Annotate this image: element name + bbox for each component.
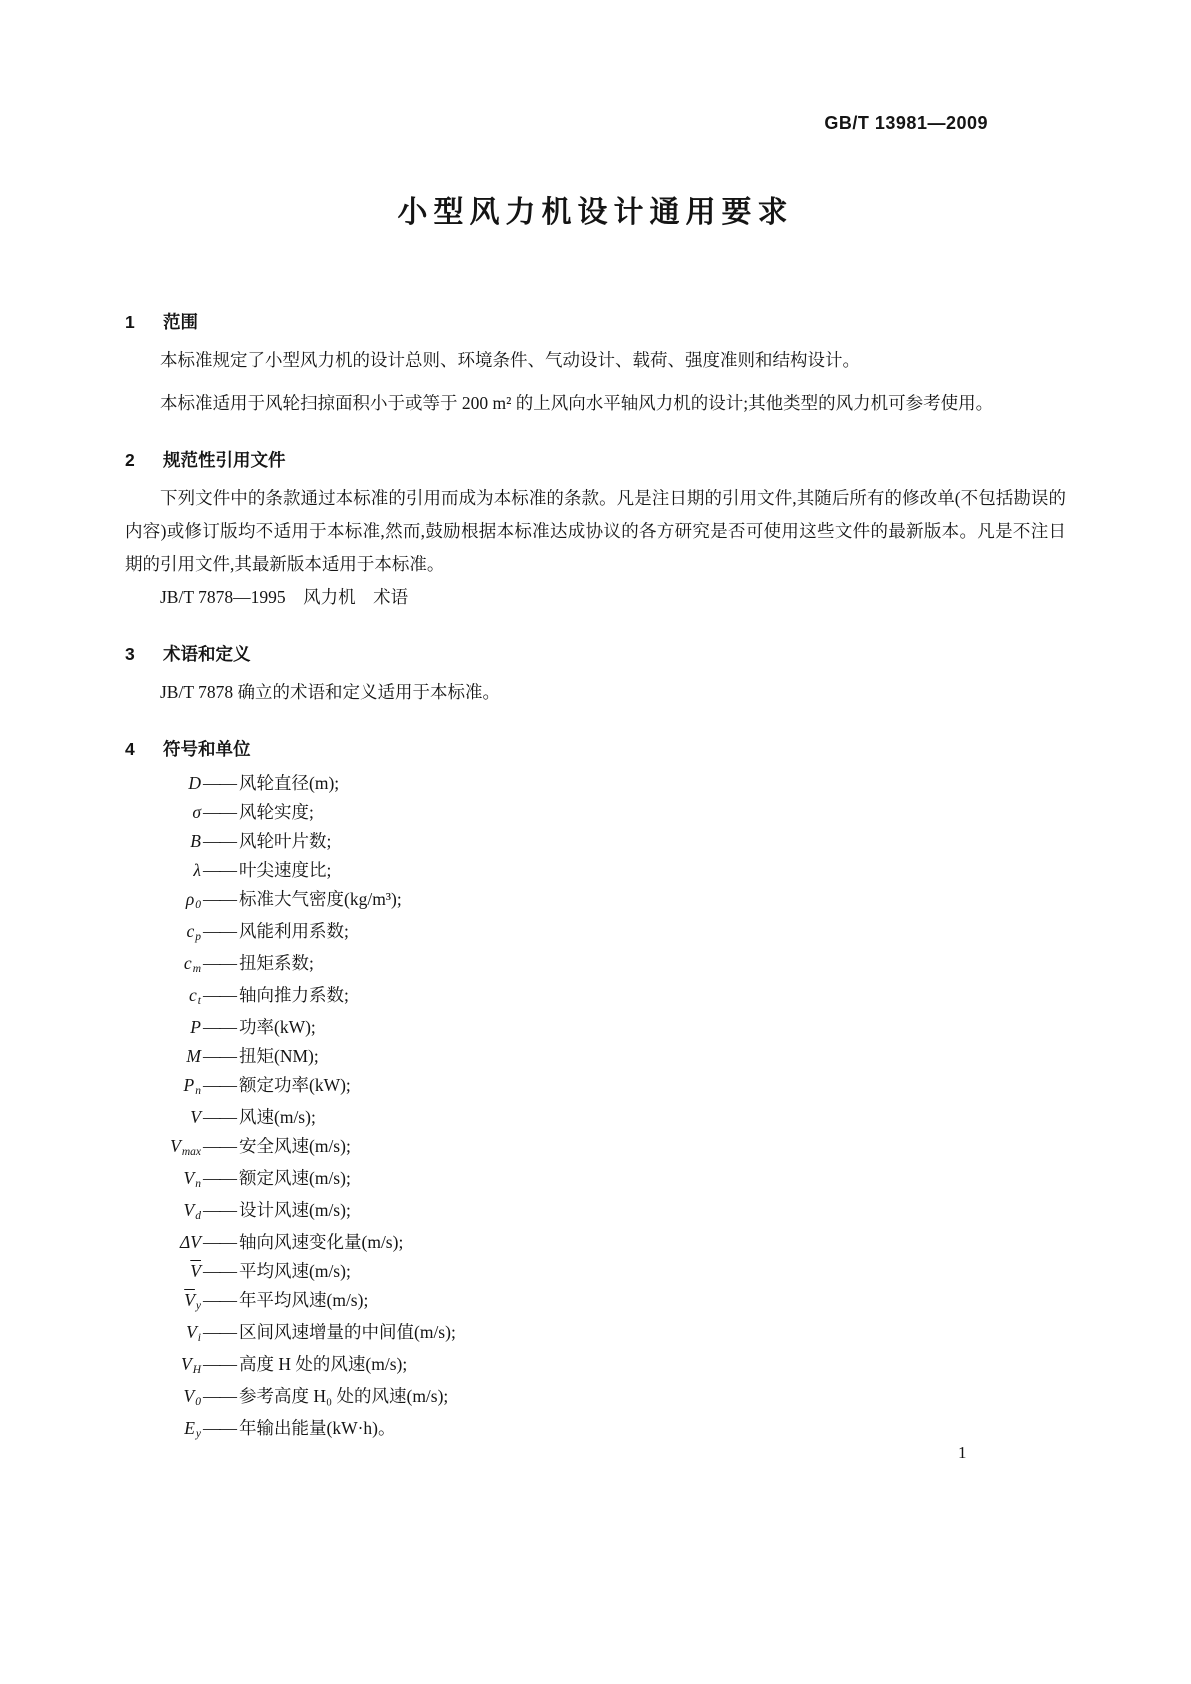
symbol-definition: 区间风速增量的中间值(m/s); — [239, 1322, 456, 1342]
symbol — [125, 1286, 201, 1318]
symbol-subscript: y — [195, 1300, 201, 1312]
standard-number: GB/T 13981—2009 — [824, 113, 988, 133]
section-2-title: 规范性引用文件 — [163, 450, 286, 470]
symbol — [125, 1013, 201, 1042]
symbol — [125, 885, 201, 917]
symbol-list-item — [125, 827, 1066, 856]
symbol-base: B — [190, 831, 201, 851]
symbol-list-item — [125, 856, 1066, 885]
symbols-list — [125, 769, 1066, 1446]
symbol-list-item — [125, 1228, 1066, 1257]
symbol-list-item — [125, 1042, 1066, 1071]
symbol-definition: 年输出能量(kW·h)。 — [239, 1418, 396, 1438]
section-1-heading — [125, 310, 1066, 334]
symbol-definition: 轴向推力系数; — [239, 985, 349, 1005]
symbol-list-item — [125, 1164, 1066, 1196]
dash-separator: —— — [203, 921, 236, 941]
dash-separator: —— — [203, 1046, 236, 1066]
symbol-base: V — [180, 1354, 192, 1374]
dash-separator: —— — [203, 1261, 236, 1281]
dash-separator: —— — [203, 985, 236, 1005]
symbol-definition: 额定风速(m/s); — [239, 1168, 351, 1188]
section-4-title: 符号和单位 — [163, 739, 251, 759]
section-2-number: 2 — [125, 450, 135, 470]
symbol — [125, 981, 201, 1013]
section-3-heading — [125, 642, 1066, 666]
symbol — [125, 1132, 201, 1164]
symbol-list-item — [125, 1318, 1066, 1350]
symbol-subscript: H — [192, 1364, 201, 1376]
normative-reference: JB/T 7878—1995 风力机 术语 — [160, 587, 409, 607]
symbol-subscript: max — [181, 1146, 201, 1158]
dash-separator: —— — [203, 773, 236, 793]
symbol — [125, 856, 201, 885]
symbol-base: P — [190, 1017, 201, 1037]
section-4-number: 4 — [125, 739, 135, 759]
symbol-subscript: m — [192, 963, 201, 975]
symbol-list-item — [125, 1286, 1066, 1318]
symbol — [125, 1071, 201, 1103]
symbol-list-item — [125, 769, 1066, 798]
symbol-definition: 风轮实度; — [239, 802, 314, 822]
section-2-heading — [125, 448, 1066, 472]
page-title: 小型风力机设计通用要求 — [397, 196, 794, 229]
page-content — [125, 0, 1066, 1446]
symbol-list-item — [125, 1013, 1066, 1042]
symbol-base: V — [183, 1200, 195, 1220]
scope-paragraph-1: 本标准规定了小型风力机的设计总则、环境条件、气动设计、载荷、强度准则和结构设计。 — [160, 350, 860, 370]
section-3-number: 3 — [125, 644, 135, 664]
symbol-list-item — [125, 798, 1066, 827]
symbol-subscript: 0 — [195, 899, 201, 911]
symbol-base: V — [170, 1136, 181, 1156]
dash-separator: —— — [203, 860, 236, 880]
symbol-base: ρ — [185, 889, 195, 909]
symbol-base: M — [186, 1046, 201, 1066]
symbol-list-item — [125, 1257, 1066, 1286]
symbol-definition: 平均风速(m/s); — [239, 1261, 351, 1281]
symbol-base: V — [186, 1322, 197, 1342]
symbol-list-item — [125, 885, 1066, 917]
symbol-definition: 标准大气密度(kg/m³); — [239, 889, 402, 909]
scope-paragraph-2: 本标准适用于风轮扫掠面积小于或等于 200 m² 的上风向水平轴风力机的设计;其他类型的风力机可参考使用。 — [160, 393, 994, 413]
dash-separator: —— — [203, 889, 236, 909]
symbol-definition: 轴向风速变化量(m/s); — [239, 1232, 404, 1252]
symbol-definition: 功率(kW); — [239, 1017, 316, 1037]
dash-separator: —— — [203, 1017, 236, 1037]
symbol-base: V — [190, 1107, 201, 1127]
symbol-list-item — [125, 1414, 1066, 1446]
symbol-definition: 叶尖速度比; — [239, 860, 332, 880]
symbol-list-item — [125, 917, 1066, 949]
symbol-subscript: y — [195, 1428, 201, 1440]
dash-separator: —— — [203, 1136, 236, 1156]
symbol-base: P — [183, 1075, 195, 1095]
symbol-base: c — [183, 953, 192, 973]
symbol-subscript: i — [197, 1332, 201, 1344]
page-number: 1 — [958, 1443, 967, 1462]
symbol-list-item — [125, 1350, 1066, 1382]
section-4-heading — [125, 737, 1066, 761]
dash-separator: —— — [203, 1232, 236, 1252]
dash-separator: —— — [203, 1168, 236, 1188]
symbol — [125, 798, 201, 827]
symbol-subscript: t — [197, 995, 201, 1007]
dash-separator: —— — [203, 1386, 236, 1406]
symbol-subscript: n — [195, 1178, 201, 1190]
dash-separator: —— — [203, 1200, 236, 1220]
symbol-base: E — [184, 1418, 195, 1438]
symbol-base: $\overline{V}$ — [190, 1261, 201, 1281]
symbol-definition: 高度 H 处的风速(m/s); — [239, 1354, 408, 1374]
symbol-base: σ — [192, 802, 201, 822]
symbol-definition: 参考高度 H₀ 处的风速(m/s); — [239, 1386, 449, 1406]
symbol-base: c — [186, 921, 195, 941]
symbol — [125, 1257, 201, 1286]
section-1-number: 1 — [125, 312, 135, 332]
symbol — [125, 1318, 201, 1350]
symbol — [125, 1228, 201, 1257]
symbol — [125, 1382, 201, 1414]
symbol-definition: 扭矩系数; — [239, 953, 314, 973]
symbol-definition: 年平均风速(m/s); — [239, 1290, 369, 1310]
dash-separator: —— — [203, 1322, 236, 1342]
dash-separator: —— — [203, 953, 236, 973]
symbol-base: V — [183, 1168, 195, 1188]
symbol-base: $\overline{V}$ — [184, 1290, 195, 1310]
symbol-list-item — [125, 1071, 1066, 1103]
symbol-definition: 风能利用系数; — [239, 921, 349, 941]
symbol-subscript: n — [195, 1085, 201, 1097]
symbol — [125, 1042, 201, 1071]
section-1-title: 范围 — [163, 312, 198, 332]
symbol — [125, 917, 201, 949]
symbol-base: V — [183, 1386, 195, 1406]
symbol-subscript: p — [195, 931, 201, 943]
symbol — [125, 949, 201, 981]
symbol — [125, 1414, 201, 1446]
symbol-list-item — [125, 1382, 1066, 1414]
symbol-definition: 额定功率(kW); — [239, 1075, 351, 1095]
symbol-list-item — [125, 981, 1066, 1013]
symbol-list-item — [125, 1132, 1066, 1164]
symbol — [125, 769, 201, 798]
symbol-definition: 设计风速(m/s); — [239, 1200, 351, 1220]
dash-separator: —— — [203, 1354, 236, 1374]
dash-separator: —— — [203, 1075, 236, 1095]
symbol-definition: 安全风速(m/s); — [239, 1136, 351, 1156]
symbol-definition: 风轮叶片数; — [239, 831, 332, 851]
symbol-list-item — [125, 1103, 1066, 1132]
dash-separator: —— — [203, 831, 236, 851]
symbol-list-item — [125, 1196, 1066, 1228]
symbol-base: ΔV — [180, 1232, 201, 1252]
symbol-definition: 扭矩(NM); — [239, 1046, 319, 1066]
symbol-base: D — [188, 773, 201, 793]
symbol-subscript: d — [195, 1210, 201, 1222]
symbol-list-item — [125, 949, 1066, 981]
symbol — [125, 1103, 201, 1132]
terms-paragraph: JB/T 7878 确立的术语和定义适用于本标准。 — [160, 682, 500, 702]
dash-separator: —— — [203, 1418, 236, 1438]
dash-separator: —— — [203, 802, 236, 822]
symbol — [125, 827, 201, 856]
symbol — [125, 1196, 201, 1228]
symbol-definition: 风轮直径(m); — [239, 773, 340, 793]
symbol-subscript: 0 — [195, 1396, 201, 1408]
references-paragraph: 下列文件中的条款通过本标准的引用而成为本标准的条款。凡是注日期的引用文件,其随后所有的修改单(不包括勘误的内容)或修订版均不适用于本标准,然而,鼓励根据本标准达成协议的各方研究是否可使用这些文件的最新版本。凡是不注日期的引用文件,其最新版本适用于本标准。 — [125, 488, 1066, 574]
symbol-base: λ — [193, 860, 201, 880]
symbol — [125, 1164, 201, 1196]
dash-separator: —— — [203, 1107, 236, 1127]
section-3-title: 术语和定义 — [163, 644, 251, 664]
symbol-definition: 风速(m/s); — [239, 1107, 316, 1127]
symbol — [125, 1350, 201, 1382]
symbol-base: c — [189, 985, 197, 1005]
dash-separator: —— — [203, 1290, 236, 1310]
